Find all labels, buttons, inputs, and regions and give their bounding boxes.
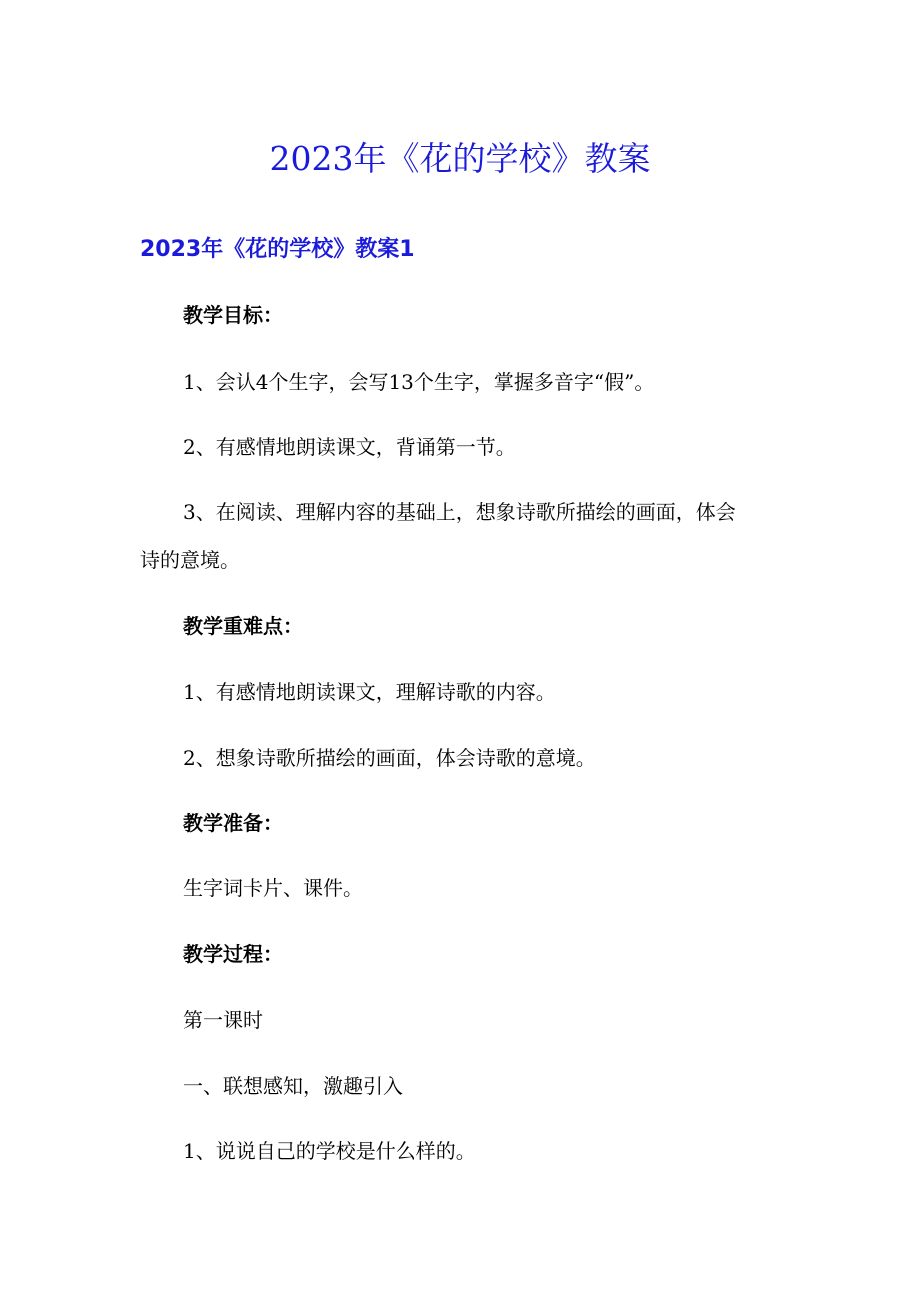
document-title: 2023年《花的学校》教案: [269, 139, 651, 178]
heading-process: 教学过程：: [183, 942, 283, 966]
heading-key-difficulties: 教学重难点：: [183, 614, 303, 638]
preparation-text: 生字词卡片、课件。: [183, 876, 363, 900]
step-one-heading: 一、联想感知，激趣引入: [183, 1074, 403, 1098]
goal-item-2: 2、有感情地朗读课文，背诵第一节。: [183, 435, 516, 459]
section-heading: 2023年《花的学校》教案1: [140, 237, 415, 262]
difficulty-item-2: 2、想象诗歌所描绘的画面，体会诗歌的意境。: [183, 746, 596, 770]
step-one-item-1: 1、说说自己的学校是什么样的。: [183, 1139, 476, 1163]
heading-teaching-goals: 教学目标：: [183, 303, 283, 327]
lesson-first-period: 第一课时: [183, 1008, 263, 1032]
difficulty-item-1: 1、有感情地朗读课文，理解诗歌的内容。: [183, 680, 556, 704]
heading-preparation: 教学准备：: [183, 811, 283, 835]
goal-item-3: 3、在阅读、理解内容的基础上，想象诗歌所描绘的画面，体会: [183, 500, 736, 524]
goal-item-3-continued: 诗的意境。: [140, 548, 240, 572]
goal-item-1: 1、会认4个生字，会写13个生字，掌握多音字“假”。: [183, 370, 655, 394]
